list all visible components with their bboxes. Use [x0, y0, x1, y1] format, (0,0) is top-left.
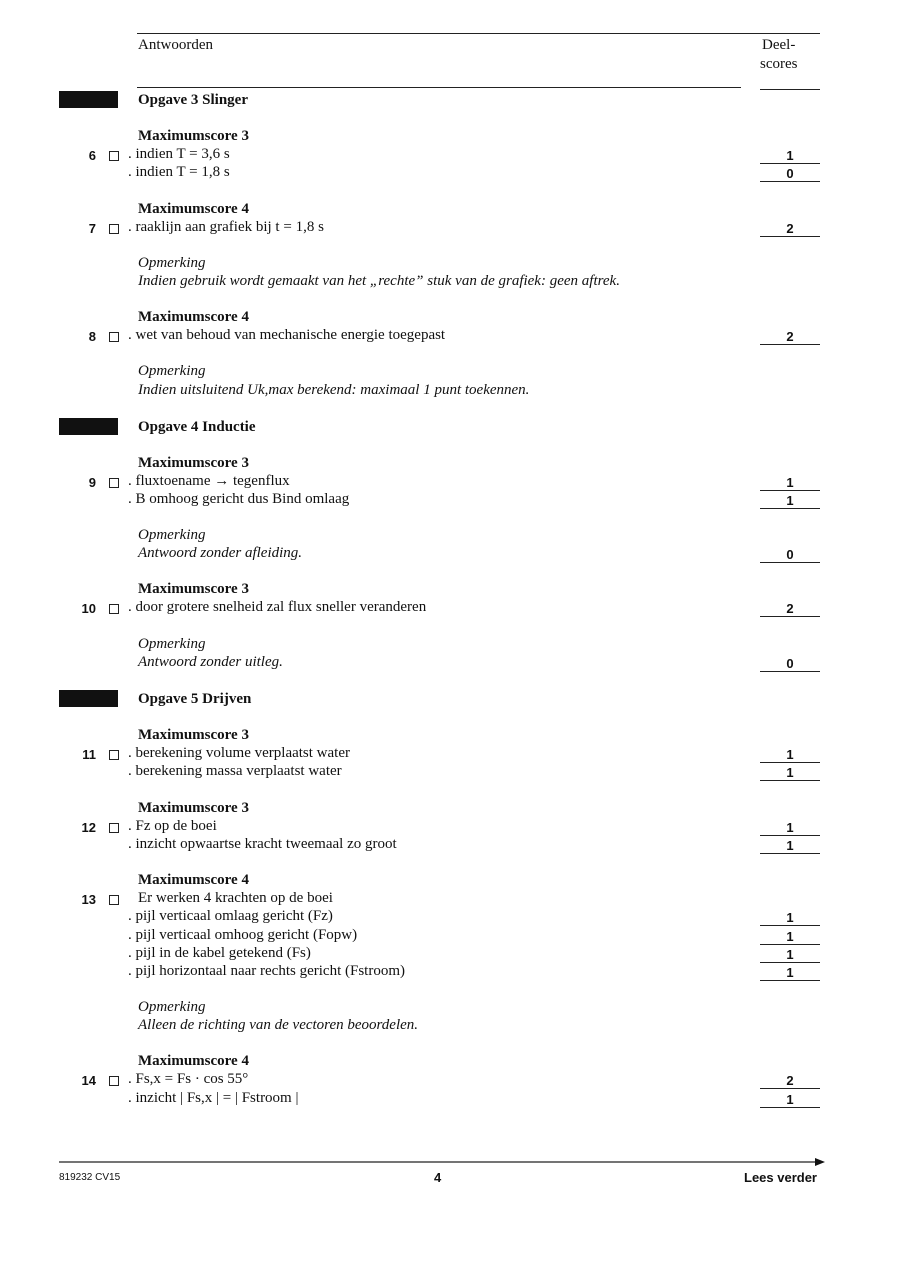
- score: 1: [760, 748, 820, 763]
- section-marker: [59, 91, 118, 108]
- section-title: Opgave 3 Slinger: [138, 92, 249, 108]
- section-title: Opgave 4 Inductie: [138, 419, 256, 435]
- score: 1: [760, 766, 820, 781]
- max-score: Maximumscore 3: [138, 800, 249, 816]
- remark-text: Antwoord zonder afleiding.: [138, 545, 303, 561]
- criterion: . wet van behoud van mechanische energie toegepast: [128, 327, 446, 343]
- question-number: 7: [88, 221, 96, 236]
- criterion: . indien T = 1,8 s: [128, 164, 230, 180]
- score: 1: [760, 494, 820, 509]
- footer-code: 819232 CV15: [59, 1172, 121, 1183]
- remark-text: Alleen de richting van de vectoren beoordelen.: [138, 1017, 419, 1033]
- max-score: Maximumscore 4: [138, 872, 249, 888]
- remark-title: Opmerking: [138, 527, 206, 543]
- header-top-rule: [137, 33, 820, 34]
- checkbox-icon[interactable]: [109, 895, 119, 905]
- score: 1: [760, 911, 820, 926]
- section-marker: [59, 690, 118, 707]
- checkbox-icon[interactable]: [109, 604, 119, 614]
- remark-text: Indien uitsluitend Uk,max berekend: maximaal 1 punt toekennen.: [138, 382, 530, 398]
- score: 1: [760, 966, 820, 981]
- question-number: 6: [88, 148, 96, 163]
- score: 1: [760, 1093, 820, 1108]
- next-page-link[interactable]: Lees verder: [744, 1170, 817, 1185]
- criterion: . berekening massa verplaatst water: [128, 763, 342, 779]
- page-number: 4: [434, 1170, 442, 1185]
- checkbox-icon[interactable]: [109, 478, 119, 488]
- criterion: . fluxtoename → tegenflux: [128, 473, 290, 489]
- remark-title: Opmerking: [138, 363, 206, 379]
- checkbox-icon[interactable]: [109, 332, 119, 342]
- score: 2: [760, 330, 820, 345]
- score: 1: [760, 476, 820, 491]
- criterion: . door grotere snelheid zal flux sneller veranderen: [128, 599, 427, 615]
- remark-title: Opmerking: [138, 999, 206, 1015]
- max-score: Maximumscore 3: [138, 128, 249, 144]
- score: 0: [760, 167, 820, 182]
- criterion: . berekening volume verplaatst water: [128, 745, 350, 761]
- score: 1: [760, 149, 820, 164]
- header-scores-line1: Deel-: [762, 37, 796, 53]
- remark-score: 0: [760, 657, 820, 672]
- criterion-intro: Er werken 4 krachten op de boei: [138, 890, 333, 906]
- max-score: Maximumscore 4: [138, 201, 249, 217]
- question-number: 9: [88, 475, 96, 490]
- question-number: 10: [81, 601, 96, 616]
- checkbox-icon[interactable]: [109, 151, 119, 161]
- checkbox-icon[interactable]: [109, 224, 119, 234]
- criterion: . pijl verticaal omlaag gericht (Fz): [128, 908, 333, 924]
- max-score: Maximumscore 3: [138, 455, 249, 471]
- question-number: 14: [81, 1073, 96, 1088]
- remark-score: 0: [760, 548, 820, 563]
- question-number: 13: [81, 892, 96, 907]
- remark-text: Indien gebruik wordt gemaakt van het „rechte” stuk van de grafiek: geen aftrek.: [138, 273, 620, 289]
- criterion: . B omhoog gericht dus Bind omlaag: [128, 491, 350, 507]
- footer-arrow-rule: [59, 1157, 825, 1167]
- checkbox-icon[interactable]: [109, 823, 119, 833]
- checkbox-icon[interactable]: [109, 750, 119, 760]
- score: 1: [760, 821, 820, 836]
- score: 2: [760, 222, 820, 237]
- criterion: . Fz op de boei: [128, 818, 217, 834]
- criterion: . pijl horizontaal naar rechts gericht (Fstroom): [128, 963, 405, 979]
- question-number: 12: [81, 820, 96, 835]
- question-number: 8: [88, 329, 96, 344]
- section-title: Opgave 5 Drijven: [138, 691, 252, 707]
- max-score: Maximumscore 4: [138, 309, 249, 325]
- criterion: . pijl verticaal omhoog gericht (Fopw): [128, 927, 358, 943]
- remark-text: Antwoord zonder uitleg.: [138, 654, 283, 670]
- score: 2: [760, 1074, 820, 1089]
- score: 1: [760, 839, 820, 854]
- header-bottom-rule: [137, 87, 741, 88]
- header-answers: Antwoorden: [138, 37, 213, 53]
- max-score: Maximumscore 3: [138, 727, 249, 743]
- score: 1: [760, 930, 820, 945]
- header-scores-line2: scores: [760, 56, 798, 72]
- max-score: Maximumscore 3: [138, 581, 249, 597]
- criterion: . indien T = 3,6 s: [128, 146, 230, 162]
- criterion: . pijl in de kabel getekend (Fs): [128, 945, 311, 961]
- score: 2: [760, 602, 820, 617]
- criterion: . inzicht | Fs,x | = | Fstroom |: [128, 1090, 299, 1106]
- criterion: . raaklijn aan grafiek bij t = 1,8 s: [128, 219, 324, 235]
- criterion: . Fs,x = Fs · cos 55°: [128, 1071, 249, 1087]
- section-marker: [59, 418, 118, 435]
- remark-title: Opmerking: [138, 636, 206, 652]
- question-number: 11: [82, 747, 96, 762]
- score: 1: [760, 948, 820, 963]
- remark-title: Opmerking: [138, 255, 206, 271]
- checkbox-icon[interactable]: [109, 1076, 119, 1086]
- header-scores-rule: [760, 89, 820, 90]
- criterion: . inzicht opwaartse kracht tweemaal zo groot: [128, 836, 397, 852]
- max-score: Maximumscore 4: [138, 1053, 249, 1069]
